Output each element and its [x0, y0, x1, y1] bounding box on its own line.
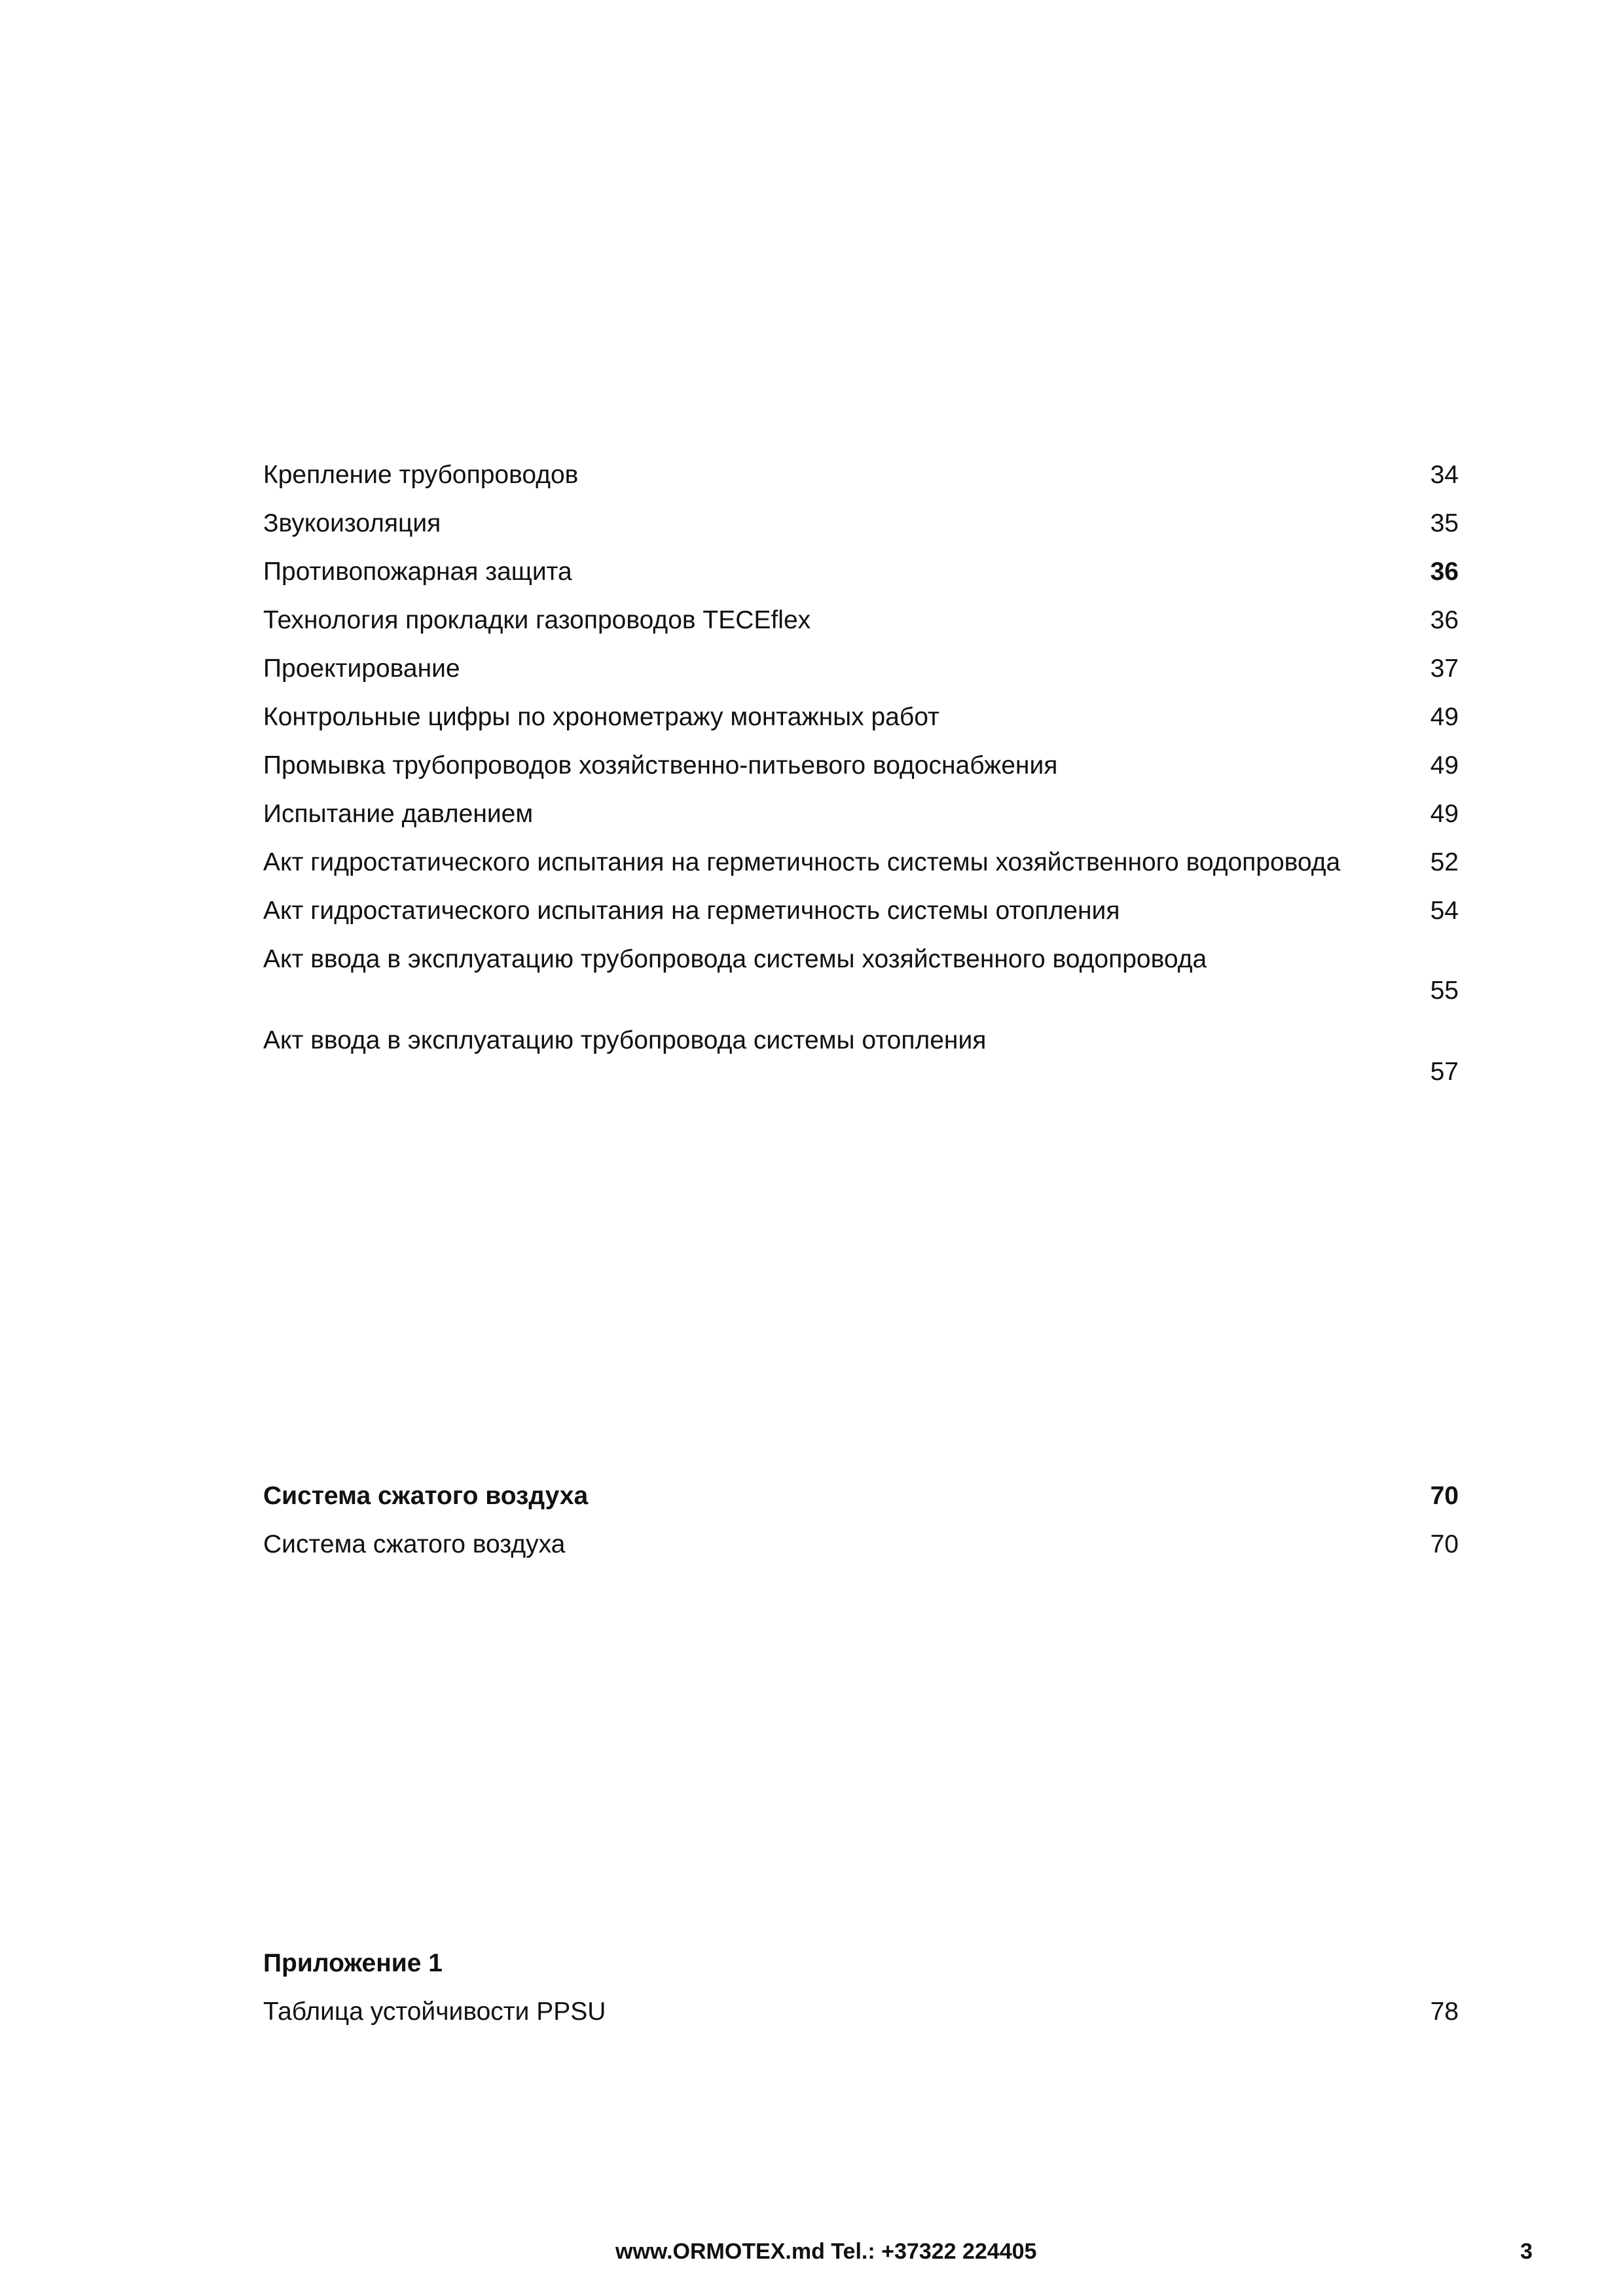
toc-entry [263, 1021, 1459, 1100]
toc-entry-title: Акт гидростатического испытания на герметичность системы хозяйственного водопровода [263, 848, 1341, 876]
section-heading-title: Приложение 1 [263, 1949, 443, 1977]
toc-entry-page: 54 [1430, 897, 1459, 925]
toc-entry [263, 649, 1459, 689]
toc-entry-page: 35 [1430, 509, 1459, 537]
section-heading [263, 1944, 1459, 1983]
toc-entry-title: Акт гидростатического испытания на герметичность системы отопления [263, 897, 1120, 925]
toc-entry-page: 49 [1430, 703, 1459, 731]
section-heading [263, 1477, 1459, 1516]
toc-entry [263, 746, 1459, 785]
page-footer [0, 2232, 1623, 2271]
toc-entry-title: Контрольные цифры по хронометражу монтажных работ [263, 703, 939, 731]
toc-entry-title: Проектирование [263, 655, 460, 683]
toc-entry-page: 36 [1430, 558, 1459, 586]
toc-entry-title: Система сжатого воздуха [263, 1530, 566, 1558]
toc-entry-page: 55 [1430, 977, 1459, 1005]
toc-entry-page: 49 [1430, 800, 1459, 828]
toc-entry [263, 940, 1459, 1018]
page-number: 3 [1520, 2239, 1533, 2264]
toc-entry-page: 49 [1430, 751, 1459, 780]
section-heading-page: 70 [1430, 1482, 1459, 1510]
toc-entry [263, 504, 1459, 543]
toc-entry [263, 601, 1459, 640]
toc-entry [263, 552, 1459, 592]
footer-contact: www.ORMOTEX.md Tel.: +37322 224405 [615, 2239, 1037, 2264]
toc-entry-page: 36 [1430, 606, 1459, 634]
section-heading-title: Система сжатого воздуха [263, 1482, 589, 1510]
toc-entry-title: Акт ввода в эксплуатацию трубопровода системы хозяйственного водопровода [263, 945, 1207, 973]
toc-entry [263, 456, 1459, 495]
toc-entry [263, 1525, 1459, 1564]
toc-entry [263, 698, 1459, 737]
toc-entry [263, 891, 1459, 931]
toc-entry [263, 843, 1459, 882]
toc-entry-page: 57 [1430, 1058, 1459, 1086]
toc-entry-page: 52 [1430, 848, 1459, 876]
toc-entry-page: 78 [1430, 1998, 1459, 2026]
toc-entry [263, 795, 1459, 834]
toc-entry-page: 37 [1430, 655, 1459, 683]
toc-entry-title: Звукоизоляция [263, 509, 441, 537]
toc-entry-page: 70 [1430, 1530, 1459, 1558]
toc-entry [263, 1992, 1459, 2032]
toc-entry-title: Испытание давлением [263, 800, 534, 828]
toc-entry-title: Акт ввода в эксплуатацию трубопровода системы отопления [263, 1026, 987, 1054]
toc-entry-title: Таблица устойчивости PPSU [263, 1998, 606, 2026]
toc-entry-title: Противопожарная защита [263, 558, 572, 586]
toc-entry-title: Технология прокладки газопроводов TECEflex [263, 606, 811, 634]
toc-entry-page: 34 [1430, 461, 1459, 489]
toc-entry-title: Промывка трубопроводов хозяйственно-питьевого водоснабжения [263, 751, 1058, 780]
toc-entry-title: Крепление трубопроводов [263, 461, 579, 489]
